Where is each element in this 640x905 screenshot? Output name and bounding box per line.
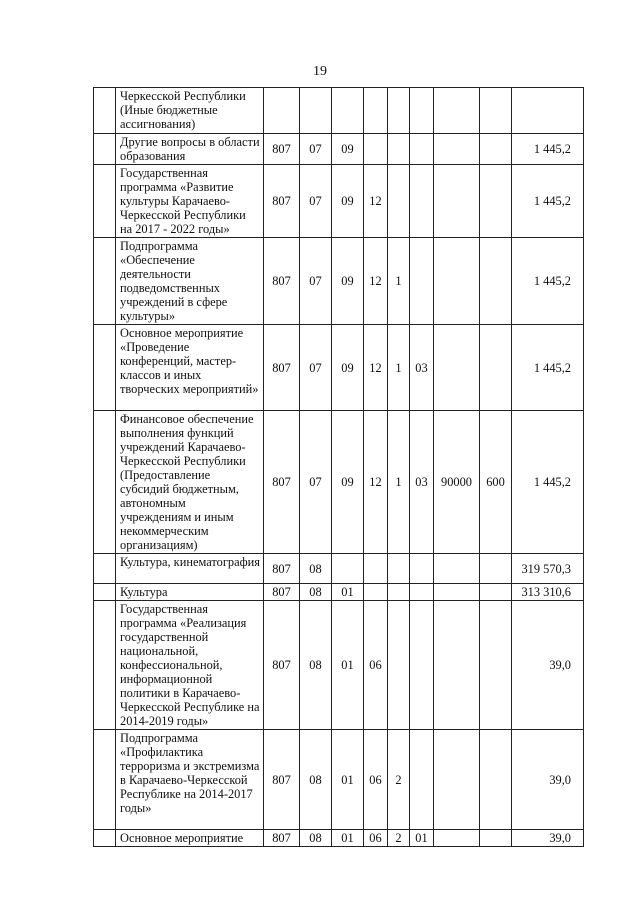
section-code: 08 [300, 584, 332, 601]
direction-code [434, 134, 480, 165]
expense-type-code [480, 830, 512, 847]
subsection-code: 09 [332, 325, 364, 411]
section-code: 08 [300, 830, 332, 847]
ministry-code: 807 [264, 411, 300, 554]
event-code [410, 165, 434, 238]
table-row [94, 584, 584, 601]
program-code [364, 88, 388, 134]
table-row [94, 88, 584, 134]
expense-type-code [480, 554, 512, 584]
row-name: Государственная программа «Развитие культуры Карачаево-Черкесской Республики на 2017 - 2022 годы» [116, 165, 264, 238]
direction-code: 90000 [434, 411, 480, 554]
event-code: 03 [410, 411, 434, 554]
program-code: 12 [364, 165, 388, 238]
event-code [410, 238, 434, 325]
row-number-cell [94, 830, 116, 847]
expense-type-code [480, 238, 512, 325]
subsection-code: 09 [332, 165, 364, 238]
subprogram-code [388, 584, 410, 601]
table-row [94, 325, 584, 411]
direction-code [434, 325, 480, 411]
table-row [94, 730, 584, 830]
table-row [94, 554, 584, 584]
expense-type-code [480, 165, 512, 238]
amount: 39,0 [512, 830, 584, 847]
subprogram-code: 1 [388, 411, 410, 554]
amount: 1 445,2 [512, 411, 584, 554]
amount: 1 445,2 [512, 325, 584, 411]
ministry-code: 807 [264, 165, 300, 238]
event-code [410, 134, 434, 165]
section-code: 07 [300, 165, 332, 238]
row-number-cell [94, 88, 116, 134]
event-code [410, 88, 434, 134]
expense-type-code [480, 584, 512, 601]
subsection-code: 01 [332, 584, 364, 601]
row-name: Черкесской Республики (Иные бюджетные ассигнования) [116, 88, 264, 134]
row-number-cell [94, 601, 116, 730]
expense-type-code: 600 [480, 411, 512, 554]
ministry-code [264, 88, 300, 134]
ministry-code: 807 [264, 584, 300, 601]
section-code: 07 [300, 411, 332, 554]
section-code: 08 [300, 601, 332, 730]
row-number-cell [94, 411, 116, 554]
section-code [300, 88, 332, 134]
section-code: 07 [300, 325, 332, 411]
ministry-code: 807 [264, 730, 300, 830]
event-code [410, 554, 434, 584]
table-row [94, 134, 584, 165]
direction-code [434, 830, 480, 847]
program-code: 06 [364, 601, 388, 730]
program-code: 12 [364, 325, 388, 411]
subprogram-code: 2 [388, 830, 410, 847]
subprogram-code: 2 [388, 730, 410, 830]
event-code: 03 [410, 325, 434, 411]
page-number: 19 [313, 64, 327, 79]
direction-code [434, 601, 480, 730]
ministry-code: 807 [264, 134, 300, 165]
row-name: Основное мероприятие «Проведение конференций, мастер-классов и иных творческих мероприятий» [116, 325, 264, 411]
table-row [94, 830, 584, 847]
direction-code [434, 165, 480, 238]
row-number-cell [94, 165, 116, 238]
subsection-code: 09 [332, 411, 364, 554]
event-code [410, 601, 434, 730]
row-name: Финансовое обеспечение выполнения функций учреждений Карачаево-Черкесской Республики (Предоставление субсидий бюджетным, автономным учреждениям и иным некоммерческим организациям) [116, 411, 264, 554]
subprogram-code [388, 88, 410, 134]
amount: 39,0 [512, 601, 584, 730]
subprogram-code: 1 [388, 325, 410, 411]
program-code: 12 [364, 238, 388, 325]
table-row [94, 601, 584, 730]
program-code: 12 [364, 411, 388, 554]
row-name: Подпрограмма «Обеспечение деятельности подведомственных учреждений в сфере культуры» [116, 238, 264, 325]
row-name: Подпрограмма «Профилактика терроризма и экстремизма в Карачаево-Черкесской Республике на 2014-2017 годы» [116, 730, 264, 830]
program-code: 06 [364, 730, 388, 830]
amount: 313 310,6 [512, 584, 584, 601]
event-code [410, 730, 434, 830]
subprogram-code: 1 [388, 238, 410, 325]
row-number-cell [94, 325, 116, 411]
amount: 319 570,3 [512, 554, 584, 584]
direction-code [434, 554, 480, 584]
expense-type-code [480, 601, 512, 730]
event-code [410, 584, 434, 601]
subsection-code: 09 [332, 134, 364, 165]
program-code [364, 134, 388, 165]
section-code: 07 [300, 238, 332, 325]
row-number-cell [94, 554, 116, 584]
program-code [364, 554, 388, 584]
expense-type-code [480, 88, 512, 134]
expense-type-code [480, 325, 512, 411]
ministry-code: 807 [264, 325, 300, 411]
subsection-code: 01 [332, 730, 364, 830]
direction-code [434, 730, 480, 830]
subprogram-code [388, 554, 410, 584]
event-code: 01 [410, 830, 434, 847]
direction-code [434, 238, 480, 325]
budget-table [93, 87, 584, 847]
table-row [94, 165, 584, 238]
table-row [94, 411, 584, 554]
section-code: 08 [300, 730, 332, 830]
direction-code [434, 88, 480, 134]
subsection-code: 09 [332, 238, 364, 325]
amount: 1 445,2 [512, 165, 584, 238]
subsection-code: 01 [332, 601, 364, 730]
amount [512, 88, 584, 134]
ministry-code: 807 [264, 830, 300, 847]
subsection-code [332, 554, 364, 584]
program-code: 06 [364, 830, 388, 847]
row-number-cell [94, 730, 116, 830]
expense-type-code [480, 134, 512, 165]
subprogram-code [388, 601, 410, 730]
subprogram-code [388, 134, 410, 165]
amount: 1 445,2 [512, 134, 584, 165]
amount: 39,0 [512, 730, 584, 830]
row-name: Культура, кинематография [116, 554, 264, 584]
row-number-cell [94, 134, 116, 165]
subsection-code: 01 [332, 830, 364, 847]
direction-code [434, 584, 480, 601]
amount: 1 445,2 [512, 238, 584, 325]
ministry-code: 807 [264, 238, 300, 325]
row-name: Другие вопросы в области образования [116, 134, 264, 165]
subsection-code [332, 88, 364, 134]
row-name: Государственная программа «Реализация государственной национальной, конфессиональной, информационной политики в Карачаево-Черкесской Республике на 2014-2019 годы» [116, 601, 264, 730]
row-name: Основное мероприятие [116, 830, 264, 847]
subprogram-code [388, 165, 410, 238]
ministry-code: 807 [264, 601, 300, 730]
program-code [364, 584, 388, 601]
row-number-cell [94, 238, 116, 325]
ministry-code: 807 [264, 554, 300, 584]
table-row [94, 238, 584, 325]
row-name: Культура [116, 584, 264, 601]
expense-type-code [480, 730, 512, 830]
row-number-cell [94, 584, 116, 601]
section-code: 08 [300, 554, 332, 584]
section-code: 07 [300, 134, 332, 165]
